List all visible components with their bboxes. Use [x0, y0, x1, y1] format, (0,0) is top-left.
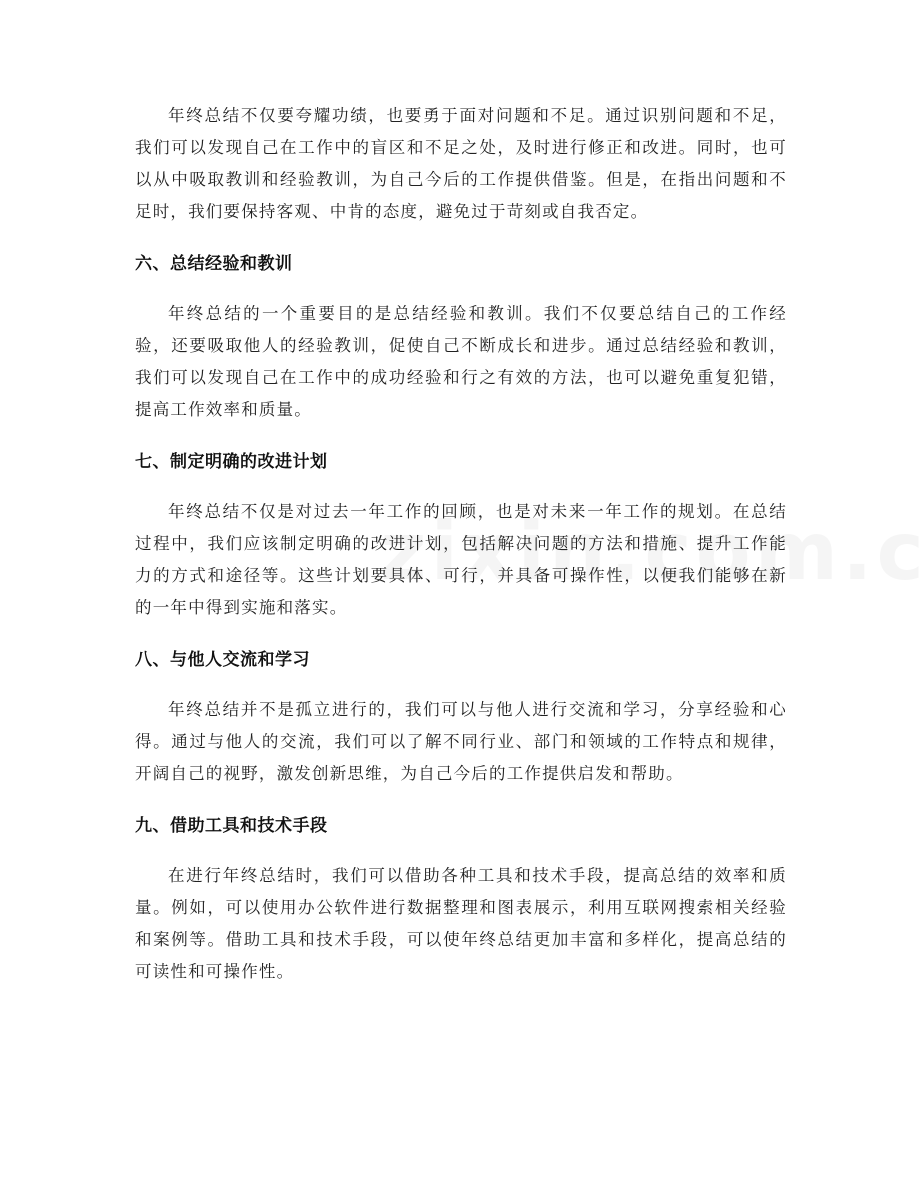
document-body [135, 100, 787, 988]
paragraph-section-6: 年终总结的一个重要目的是总结经验和教训。我们不仅要总结自己的工作经验，还要吸取他人的经验教训，促使自己不断成长和进步。通过总结经验和教训，我们可以发现自己在工作中的成功经验和行之有效的方法，也可以避免重复犯错，提高工作效率和质量。 [135, 304, 787, 419]
heading-section-6: 六、总结经验和教训 [135, 254, 293, 274]
paragraph-section-9: 在进行年终总结时，我们可以借助各种工具和技术手段，提高总结的效率和质量。例如，可以使用办公软件进行数据整理和图表展示，利用互联网搜索相关经验和案例等。借助工具和技术手段，可以使年终总结更加丰富和多样化，提高总结的可读性和可操作性。 [135, 866, 787, 981]
heading-section-7: 七、制定明确的改进计划 [135, 452, 328, 472]
heading-section-8: 八、与他人交流和学习 [135, 650, 310, 670]
paragraph-problems: 年终总结不仅要夸耀功绩，也要勇于面对问题和不足。通过识别问题和不足，我们可以发现自己在工作中的盲区和不足之处，及时进行修正和改进。同时，也可以从中吸取教训和经验教训，为自己今后的工作提供借鉴。但是，在指出问题和不足时，我们要保持客观、中肯的态度，避免过于苛刻或自我否定。 [135, 106, 787, 221]
paragraph-section-7: 年终总结不仅是对过去一年工作的回顾，也是对未来一年工作的规划。在总结过程中，我们应该制定明确的改进计划，包括解决问题的方法和措施、提升工作能力的方式和途径等。这些计划要具体、可行，并具备可操作性，以便我们能够在新的一年中得到实施和落实。 [135, 502, 787, 617]
heading-section-9: 九、借助工具和技术手段 [135, 816, 328, 836]
paragraph-section-8: 年终总结并不是孤立进行的，我们可以与他人进行交流和学习，分享经验和心得。通过与他人的交流，我们可以了解不同行业、部门和领域的工作特点和规律，开阔自己的视野，激发创新思维，为自己今后的工作提供启发和帮助。 [135, 700, 787, 783]
